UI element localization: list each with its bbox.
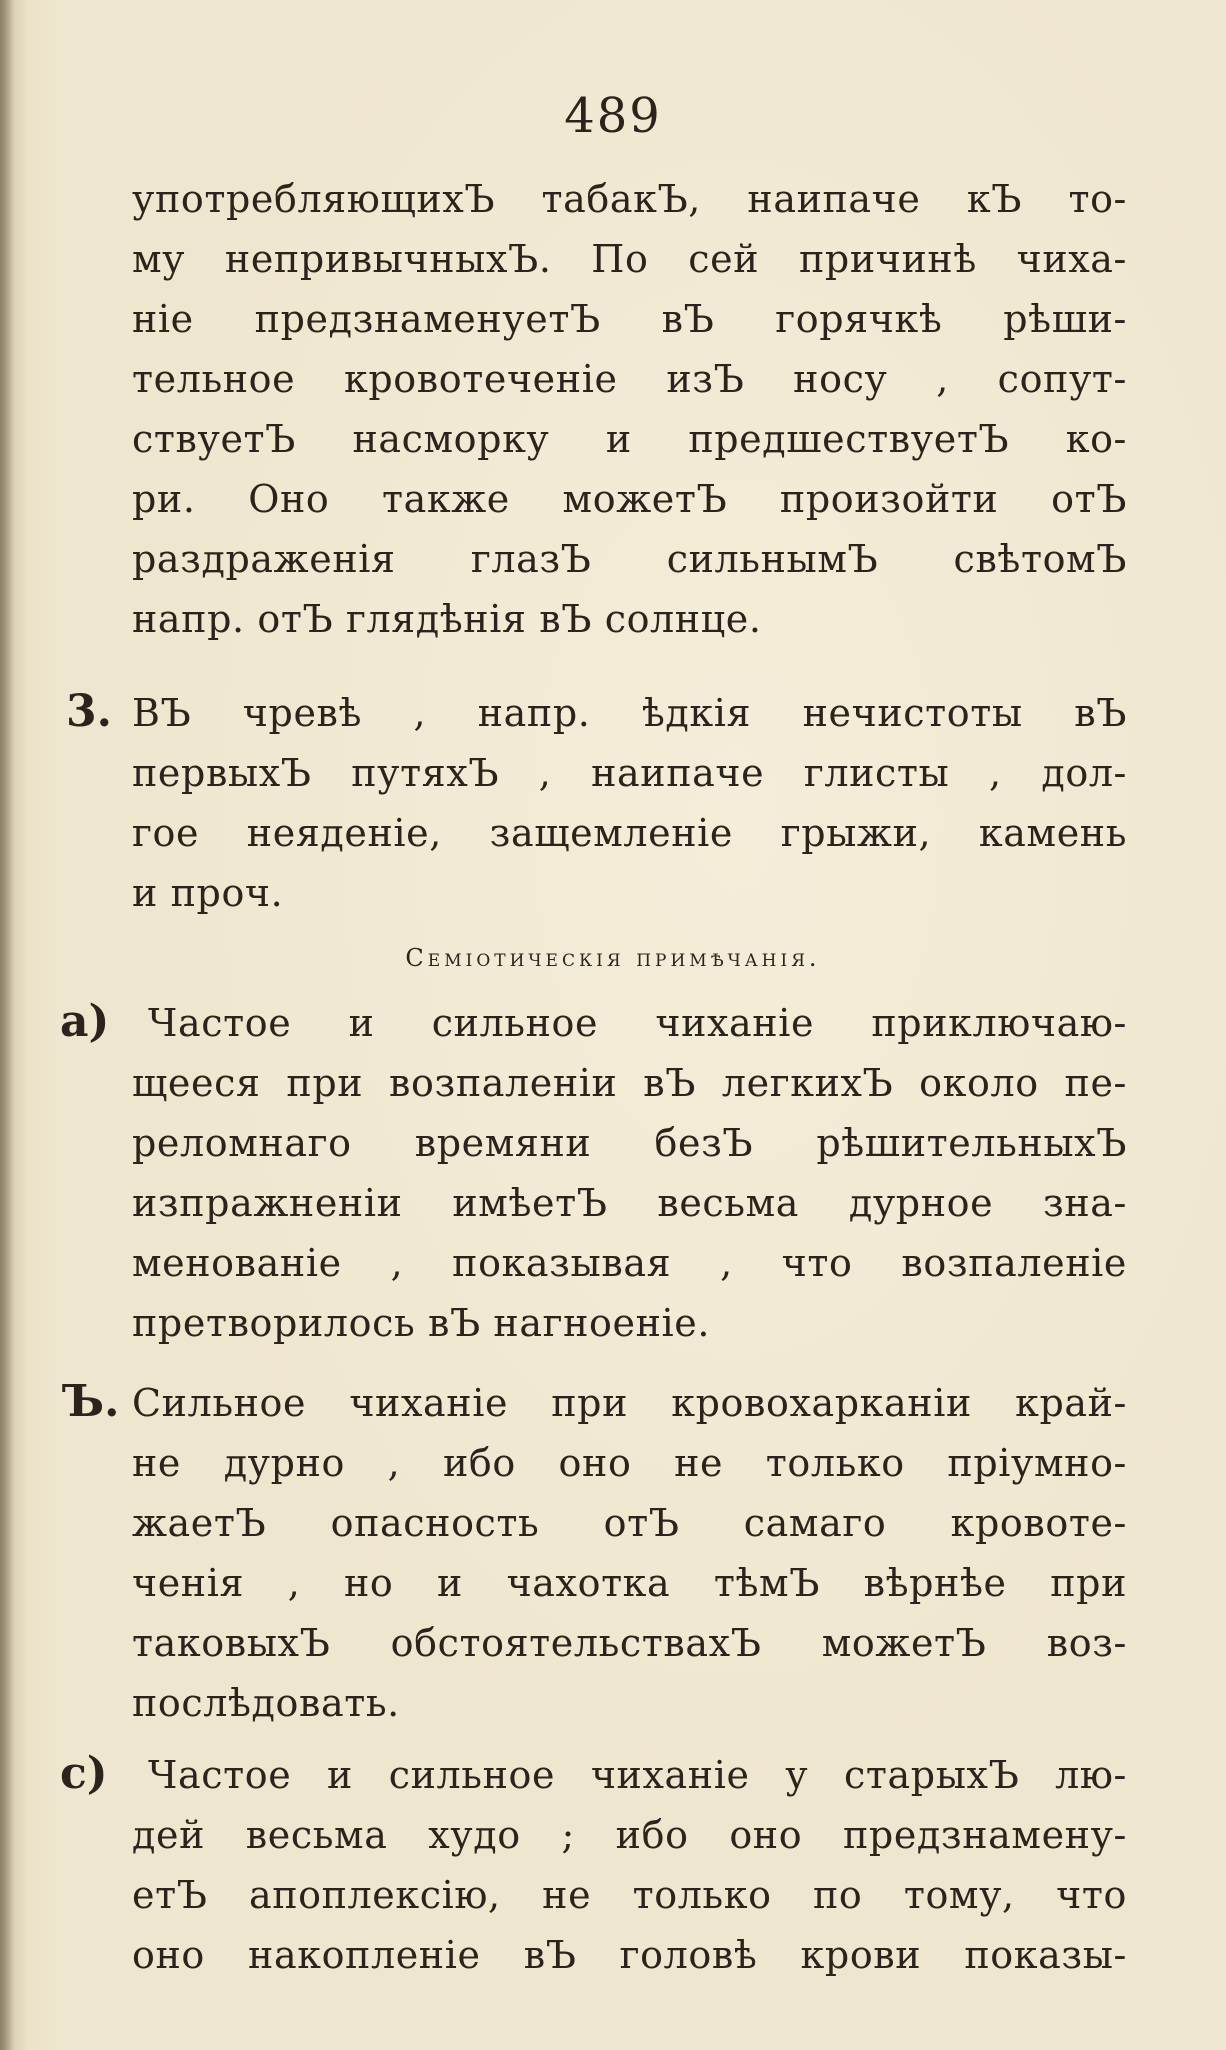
paragraph-marker: c): [60, 1748, 108, 1799]
paragraph-marker: Ъ.: [62, 1376, 120, 1427]
text-line: менованiе , показывая , что возпаленiе: [132, 1241, 1127, 1285]
text-line: изпражненiи имѣетЪ весьма дурное зна-: [132, 1181, 1127, 1225]
text-line: реломнаго времяни безЪ рѣшительныхЪ: [132, 1121, 1127, 1165]
text-line: ченiя , но и чахотка тѣмЪ вѣрнѣе при: [132, 1561, 1127, 1605]
section-heading: Семiотическiя примѣчанiя.: [405, 944, 821, 972]
text-line: первыхЪ путяхЪ , наипаче глисты , дол-: [132, 751, 1127, 795]
text-line: Сильное чиханiе при кровохарканiи край-: [132, 1381, 1127, 1425]
text-line: ствуетЪ насморку и предшествуетЪ ко-: [132, 417, 1127, 461]
text-line: тельное кровотеченiе изЪ носу , сопут-: [132, 357, 1127, 401]
paragraph-marker: 3.: [66, 686, 112, 737]
page-number: 489: [564, 88, 662, 144]
text-line: раздраженiя глазЪ сильнымЪ свѣтомЪ: [132, 537, 1127, 581]
text-line: Частое и сильное чиханiе приключаю-: [148, 1001, 1127, 1045]
text-line: и проч.: [132, 871, 284, 915]
text-line: жаетЪ опасность отЪ самаго кровоте-: [132, 1501, 1127, 1545]
text-line: таковыхЪ обстоятельствахЪ можетЪ воз-: [132, 1621, 1127, 1665]
paragraph-marker: a): [60, 996, 110, 1047]
text-line: етЪ апоплексiю, не только по тому, что: [132, 1873, 1127, 1917]
text-line: му непривычныхЪ. По сей причинѣ чиха-: [132, 237, 1127, 281]
text-line: щееся при возпаленiи вЪ легкихЪ около пе-: [132, 1061, 1127, 1105]
text-line: не дурно , ибо оно не только прiумно-: [132, 1441, 1127, 1485]
text-line: ри. Оно также можетЪ произойти отЪ: [132, 477, 1127, 521]
text-line: Частое и сильное чиханiе у старыхЪ лю-: [148, 1753, 1127, 1797]
text-line: нiе предзнаменуетЪ вЪ горячкѣ рѣши-: [132, 297, 1127, 341]
text-line: дей весьма худо ; ибо оно предзнамену-: [132, 1813, 1127, 1857]
text-line: ВЪ чревѣ , напр. ѣдкiя нечистоты вЪ: [132, 691, 1127, 735]
text-line: претворилось вЪ нагноенiе.: [132, 1301, 711, 1345]
text-line: оно накопленiе вЪ головѣ крови показы-: [132, 1933, 1127, 1977]
text-line: гое неяденiе, защемленiе грыжи, камень: [132, 811, 1127, 855]
page-edge-shadow: [0, 0, 14, 2050]
text-line: употребляющихЪ табакЪ, наипаче кЪ то-: [132, 177, 1127, 221]
text-line: послѣдовать.: [132, 1681, 400, 1725]
text-line: напр. отЪ глядѣнiя вЪ солнце.: [132, 597, 762, 641]
